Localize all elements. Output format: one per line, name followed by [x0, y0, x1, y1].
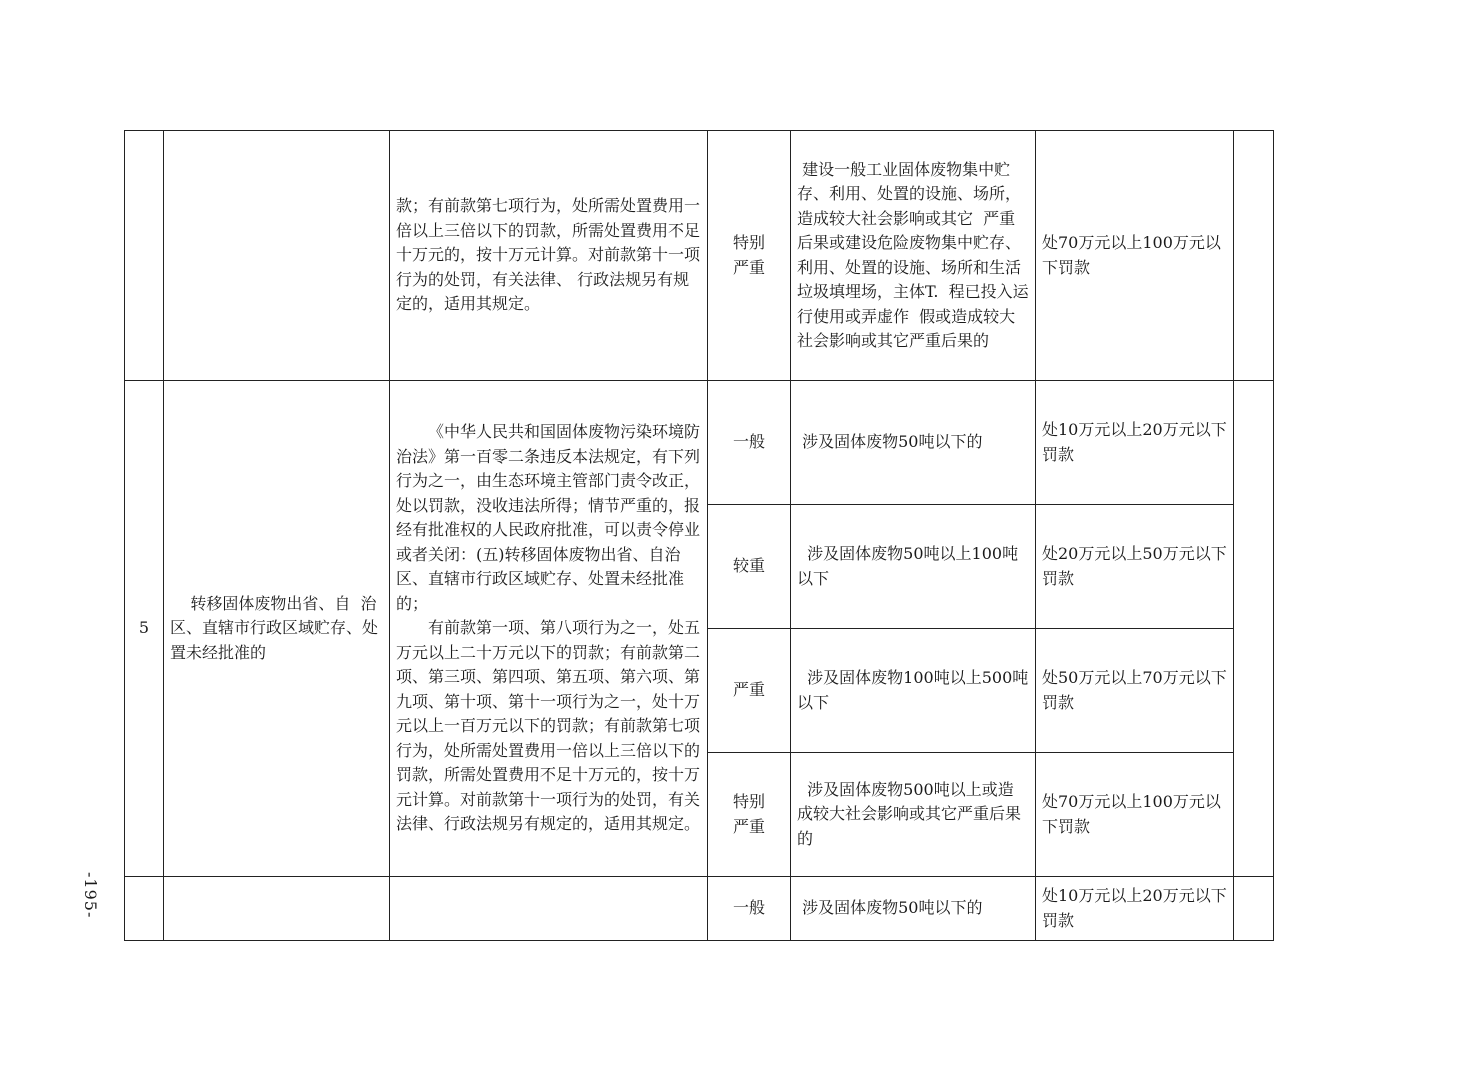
circumstance-cell: 涉及固体废物100吨以上500吨以下	[791, 629, 1036, 753]
page-number: -195-	[81, 872, 100, 919]
circumstance-cell: 建设一般工业固体废物集中贮存、利用、处置的设施、场所，造成较大社会影响或其它 严重后果或建设危险废物集中贮存、利用、处置的设施、场所和生活垃圾填埋场，主体T. 程已投入运行使用或弄虚作 假或造成较大社会影响或其它严重后果的	[791, 131, 1036, 381]
law-basis-cell: 款；有前款第七项行为，处所需处置费用一倍以上三倍以下的罚款，所需处置费用不足十万元的，按十万元计算。对前款第十一项行为的处罚，有关法律、 行政法规另有规定的，适用其规定。	[390, 131, 708, 381]
table-row-next	[125, 877, 1274, 941]
severity-level: 一般	[732, 432, 765, 452]
violation-name-cell: 转移固体废物出省、自 治区、直辖市行政区域贮存、处置未经批准的	[164, 381, 390, 877]
penalty-cell: 处10万元以上20万元以下罚款	[1036, 381, 1234, 505]
violation-name-cell	[164, 877, 390, 941]
penalty-cell: 处50万元以上70万元以下罚款	[1036, 629, 1234, 753]
remarks-cell	[1234, 131, 1274, 381]
law-basis-cell	[390, 381, 708, 877]
severity-level-cell	[708, 629, 791, 753]
severity-level-cell	[708, 131, 791, 381]
circumstance-cell: 涉及固体废物50吨以下的	[791, 877, 1036, 941]
table-row-continued	[125, 131, 1274, 381]
severity-level-cell	[708, 877, 791, 941]
severity-level-cell	[708, 753, 791, 877]
severity-level-cell	[708, 505, 791, 629]
item-number-cell: 5	[125, 381, 164, 877]
penalty-cell: 处10万元以上20万元以下罚款	[1036, 877, 1234, 941]
remarks-cell	[1234, 381, 1274, 877]
item-number-cell	[125, 131, 164, 381]
table-row-item-5	[125, 381, 1274, 505]
severity-level: 一般	[732, 898, 765, 918]
circumstance-cell: 涉及固体废物500吨以上或造成较大社会影响或其它严重后果的	[791, 753, 1036, 877]
circumstance-cell: 涉及固体废物50吨以下的	[791, 381, 1036, 505]
circumstance-cell: 涉及固体废物50吨以上100吨以下	[791, 505, 1036, 629]
severity-level: 特别 严重	[732, 792, 765, 836]
law-paragraph-2: 有前款第一项、第八项行为之一，处五万元以上二十万元以下的罚款；有前款第二项、第三项、第四项、第五项、第六项、第九项、第十项、第十一项行为之一，处十万元以上一百万元以下的罚款；有前款第七项行为，处所需处置费用一倍以上三倍以下的罚款，所需处置费用不足十万元的，按十万元计算。对前款第十一项行为的处罚，有关法律、行政法规另有规定的，适用其规定。	[396, 618, 701, 834]
violation-name-cell	[164, 131, 390, 381]
severity-level: 严重	[732, 680, 765, 700]
item-number-cell	[125, 877, 164, 941]
law-basis-cell	[390, 877, 708, 941]
penalty-cell: 处70万元以上100万元以下罚款	[1036, 131, 1234, 381]
severity-level-cell	[708, 381, 791, 505]
remarks-cell	[1234, 877, 1274, 941]
penalty-discretion-table	[124, 130, 1274, 941]
severity-level: 特别 严重	[732, 233, 765, 277]
penalty-cell: 处20万元以上50万元以下罚款	[1036, 505, 1234, 629]
law-paragraph-1: 《中华人民共和国固体废物污染环境防治法》第一百零二条违反本法规定，有下列行为之一，由生态环境主管部门责令改正，处以罚款，没收违法所得；情节严重的，报经有批准权的人民政府批准，可以责令停业或者关闭：(五)转移固体废物出省、自治区、直辖市行政区域贮存、处置未经批准的；	[396, 422, 701, 613]
penalty-cell: 处70万元以上100万元以下罚款	[1036, 753, 1234, 877]
severity-level: 较重	[732, 556, 765, 576]
